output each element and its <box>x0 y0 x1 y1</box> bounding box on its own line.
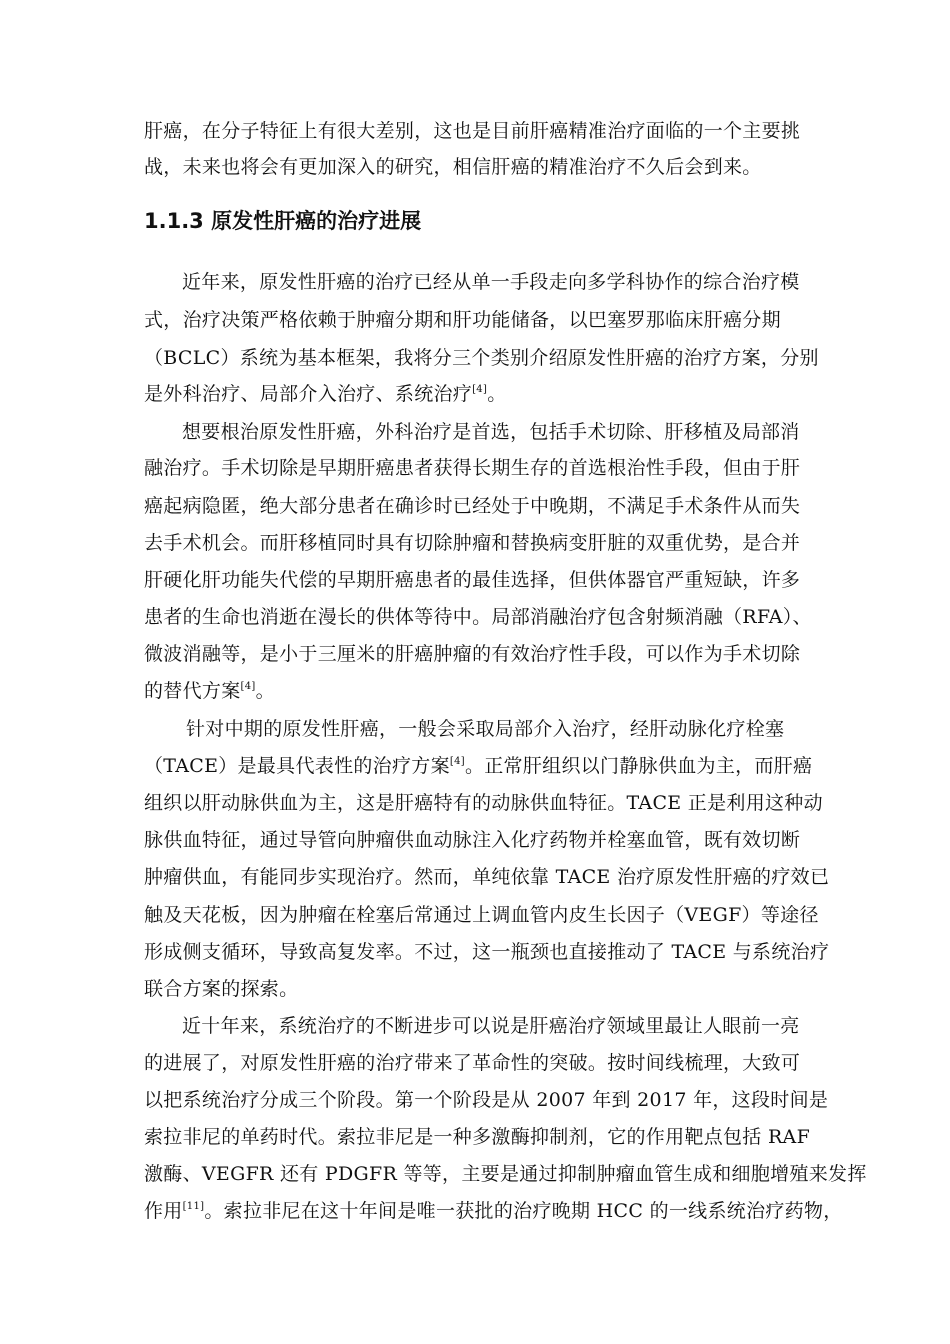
citation-marker: [4] <box>240 681 256 692</box>
tace-line-2-text: （TACE）是最具代表性的治疗方案 <box>144 755 450 777</box>
systemic-line-5: 激酶、VEGFR 还有 PDGFR 等等，主要是通过抑制肿瘤血管生成和细胞增殖来发挥 <box>144 1163 867 1185</box>
tace-line-6: 触及天花板，因为肿瘤在栓塞后常通过上调血管内皮生长因子（VEGF）等途径 <box>144 904 819 926</box>
intro-line-2: 战，未来也将会有更加深入的研究，相信肝癌的精准治疗不久后会到来。 <box>144 156 762 178</box>
citation-marker: [4] <box>449 756 465 767</box>
section-heading: 1.1.3 原发性肝癌的治疗进展 <box>144 209 422 233</box>
systemic-line-1: 近十年来，系统治疗的不断进步可以说是肝癌治疗领域里最让人眼前一亮 <box>182 1015 800 1037</box>
overview-line-4 <box>144 381 507 407</box>
systemic-line-6 <box>144 1198 843 1224</box>
surgery-line-5: 肝硬化肝功能失代偿的早期肝癌患者的最佳选择，但供体器官严重短缺，许多 <box>144 569 801 591</box>
surgery-line-4: 去手术机会。而肝移植同时具有切除肿瘤和替换病变肝脏的双重优势，是合并 <box>144 532 801 554</box>
systemic-line-6-text: 作用 <box>144 1200 183 1222</box>
surgery-line-8 <box>144 678 275 704</box>
overview-line-1: 近年来，原发性肝癌的治疗已经从单一手段走向多学科协作的综合治疗模 <box>182 271 800 293</box>
tace-line-2-end: 。正常肝组织以门静脉供血为主，而肝癌 <box>464 755 813 777</box>
surgery-line-3: 癌起病隐匿，绝大部分患者在确诊时已经处于中晚期，不满足手术条件从而失 <box>144 495 801 517</box>
overview-line-4-text: 是外科治疗、局部介入治疗、系统治疗 <box>144 383 473 405</box>
surgery-line-8-text: 的替代方案 <box>144 680 241 702</box>
tace-line-5: 肿瘤供血，有能同步实现治疗。然而，单纯依靠 TACE 治疗原发性肝癌的疗效已 <box>144 866 830 888</box>
systemic-line-4: 索拉非尼的单药时代。索拉非尼是一种多激酶抑制剂，它的作用靶点包括 RAF <box>144 1126 811 1148</box>
citation-marker: [4] <box>472 384 488 395</box>
surgery-line-2: 融治疗。手术切除是早期肝癌患者获得长期生存的首选根治性手段，但由于肝 <box>144 457 801 479</box>
tace-line-3: 组织以肝动脉供血为主，这是肝癌特有的动脉供血特征。TACE 正是利用这种动 <box>144 792 823 814</box>
surgery-line-8-end: 。 <box>255 680 275 702</box>
surgery-line-7: 微波消融等，是小于三厘米的肝癌肿瘤的有效治疗性手段，可以作为手术切除 <box>144 643 801 665</box>
systemic-line-6-end: 。索拉非尼在这十年间是唯一获批的治疗晚期 HCC 的一线系统治疗药物， <box>204 1200 843 1222</box>
intro-line-1: 肝癌，在分子特征上有很大差别，这也是目前肝癌精准治疗面临的一个主要挑 <box>144 120 801 142</box>
tace-line-4: 脉供血特征，通过导管向肿瘤供血动脉注入化疗药物并栓塞血管，既有效切断 <box>144 829 801 851</box>
tace-line-2 <box>144 753 812 779</box>
systemic-line-3: 以把系统治疗分成三个阶段。第一个阶段是从 2007 年到 2017 年，这段时间是 <box>144 1089 829 1111</box>
tace-line-1: 针对中期的原发性肝癌，一般会采取局部介入治疗，经肝动脉化疗栓塞 <box>186 718 785 740</box>
overview-line-3: （BCLC）系统为基本框架，我将分三个类别介绍原发性肝癌的治疗方案，分别 <box>144 347 819 369</box>
tace-line-8: 联合方案的探索。 <box>144 978 299 1000</box>
systemic-line-2: 的进展了，对原发性肝癌的治疗带来了革命性的突破。按时间线梳理，大致可 <box>144 1052 801 1074</box>
overview-line-2: 式，治疗决策严格依赖于肿瘤分期和肝功能储备，以巴塞罗那临床肝癌分期 <box>144 309 781 331</box>
overview-line-4-end: 。 <box>487 383 507 405</box>
surgery-line-6: 患者的生命也消逝在漫长的供体等待中。局部消融治疗包含射频消融（RFA）、 <box>144 606 812 628</box>
citation-marker: [11] <box>182 1201 205 1212</box>
tace-line-7: 形成侧支循环，导致高复发率。不过，这一瓶颈也直接推动了 TACE 与系统治疗 <box>144 941 830 963</box>
surgery-line-1: 想要根治原发性肝癌，外科治疗是首选，包括手术切除、肝移植及局部消 <box>182 421 800 443</box>
